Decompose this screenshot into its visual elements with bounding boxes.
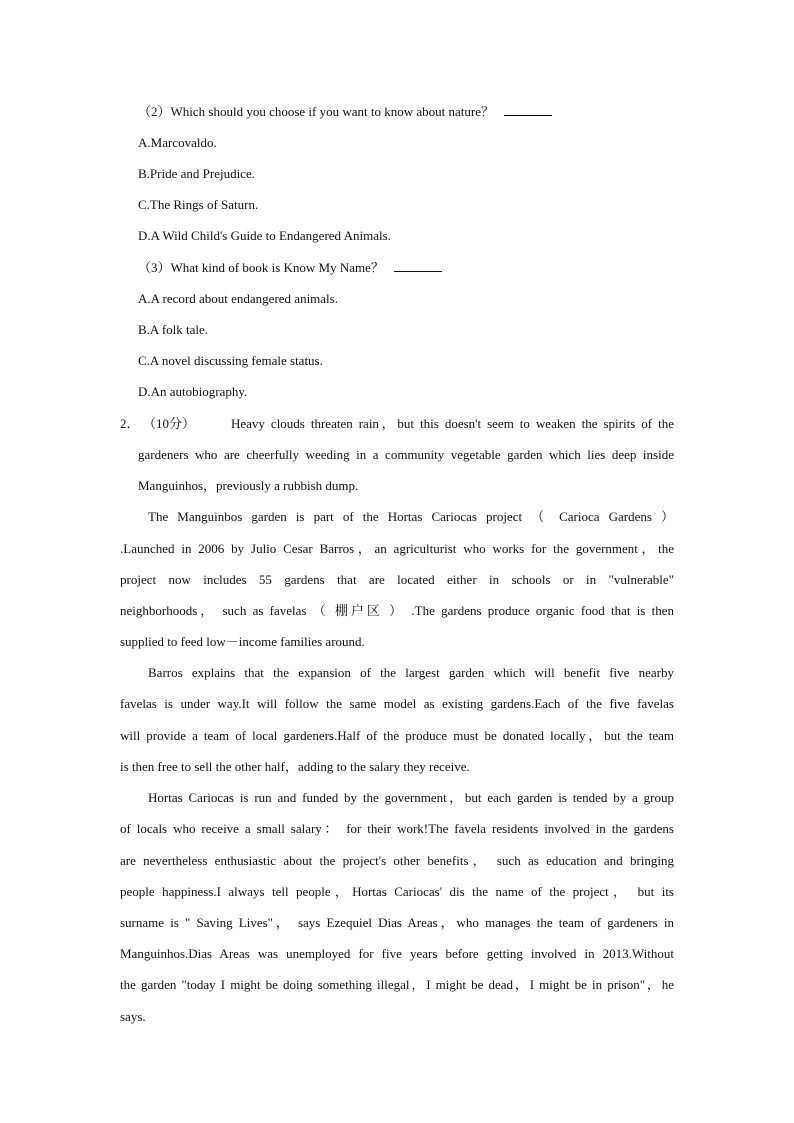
question-score: （10分） — [143, 416, 196, 431]
paragraph-line: Hortas Cariocas is run and funded by the government，but each garden is tended by a group — [148, 790, 674, 805]
paragraph-line: .Launched in 2006 by Julio Cesar Barros，an agriculturist who works for the government，the — [120, 541, 674, 556]
option-d: D.A Wild Child's Guide to Endangered Animals. — [138, 228, 391, 243]
paragraph-line: the garden "today I might be doing something illegal，I might be dead，I might be in prison"，he — [120, 977, 674, 992]
option-c: C.A novel discussing female status. — [138, 353, 323, 368]
paragraph-line: says. — [120, 1009, 146, 1024]
lead-line: Heavy clouds threaten rain，but this doesn't seem to weaken the spirits of the — [231, 416, 674, 431]
lead-line: gardeners who are cheerfully weeding in a community vegetable garden which lies deep inside — [138, 447, 674, 462]
paragraph-line: are nevertheless enthusiastic about the project's other benefits， such as education and bringing — [120, 853, 674, 868]
paragraph-line: The Manguinbos garden is part of the Hortas Cariocas project （ Carioca Gardens ） — [148, 509, 674, 524]
option-b: B.Pride and Prejudice. — [138, 166, 255, 181]
paragraph-line: Manguinhos.Dias Areas was unemployed for five years before getting involved in 2013.Without — [120, 946, 674, 961]
answer-blank — [504, 103, 552, 116]
paragraph-line: neighborhoods， such as favelas （ 棚户区 ） .The gardens produce organic food that is then — [120, 603, 674, 618]
option-b: B.A folk tale. — [138, 322, 209, 337]
paragraph-line: supplied to feed low－income families around. — [120, 634, 365, 649]
paragraph-line: project now includes 55 gardens that are located either in schools or in "vulnerable" — [120, 572, 674, 587]
paragraph-line: favelas is under way.It will follow the same model as existing gardens.Each of the five favelas — [120, 696, 674, 711]
option-a: A.A record about endangered animals. — [138, 291, 338, 306]
lead-line: Manguinhos，previously a rubbish dump. — [138, 478, 359, 493]
question-number: 2． — [120, 416, 140, 431]
paragraph-line: people happiness.I always tell people，Hortas Cariocas' dis the name of the project， but its — [120, 884, 674, 899]
question-2-stem: （2）Which should you choose if you want to know about nature？ — [138, 103, 552, 121]
question-3-stem: （3）What kind of book is Know My Name？ — [138, 259, 442, 277]
paragraph-line: Barros explains that the expansion of the largest garden which will benefit five nearby — [148, 665, 674, 680]
paragraph-line: of locals who receive a small salary： for their work!The favela residents involved in the gardens — [120, 821, 674, 836]
option-a: A.Marcovaldo. — [138, 135, 217, 150]
answer-blank — [394, 259, 442, 272]
paragraph-line: surname is " Saving Lives"， says Ezequiel Dias Areas，who manages the team of gardeners in — [120, 915, 674, 930]
option-d: D.An autobiography. — [138, 384, 248, 399]
option-c: C.The Rings of Saturn. — [138, 197, 259, 212]
paragraph-line: is then free to sell the other half，adding to the salary they receive. — [120, 759, 470, 774]
paragraph-line: will provide a team of local gardeners.Half of the produce must be donated locally，but the team — [120, 728, 674, 743]
